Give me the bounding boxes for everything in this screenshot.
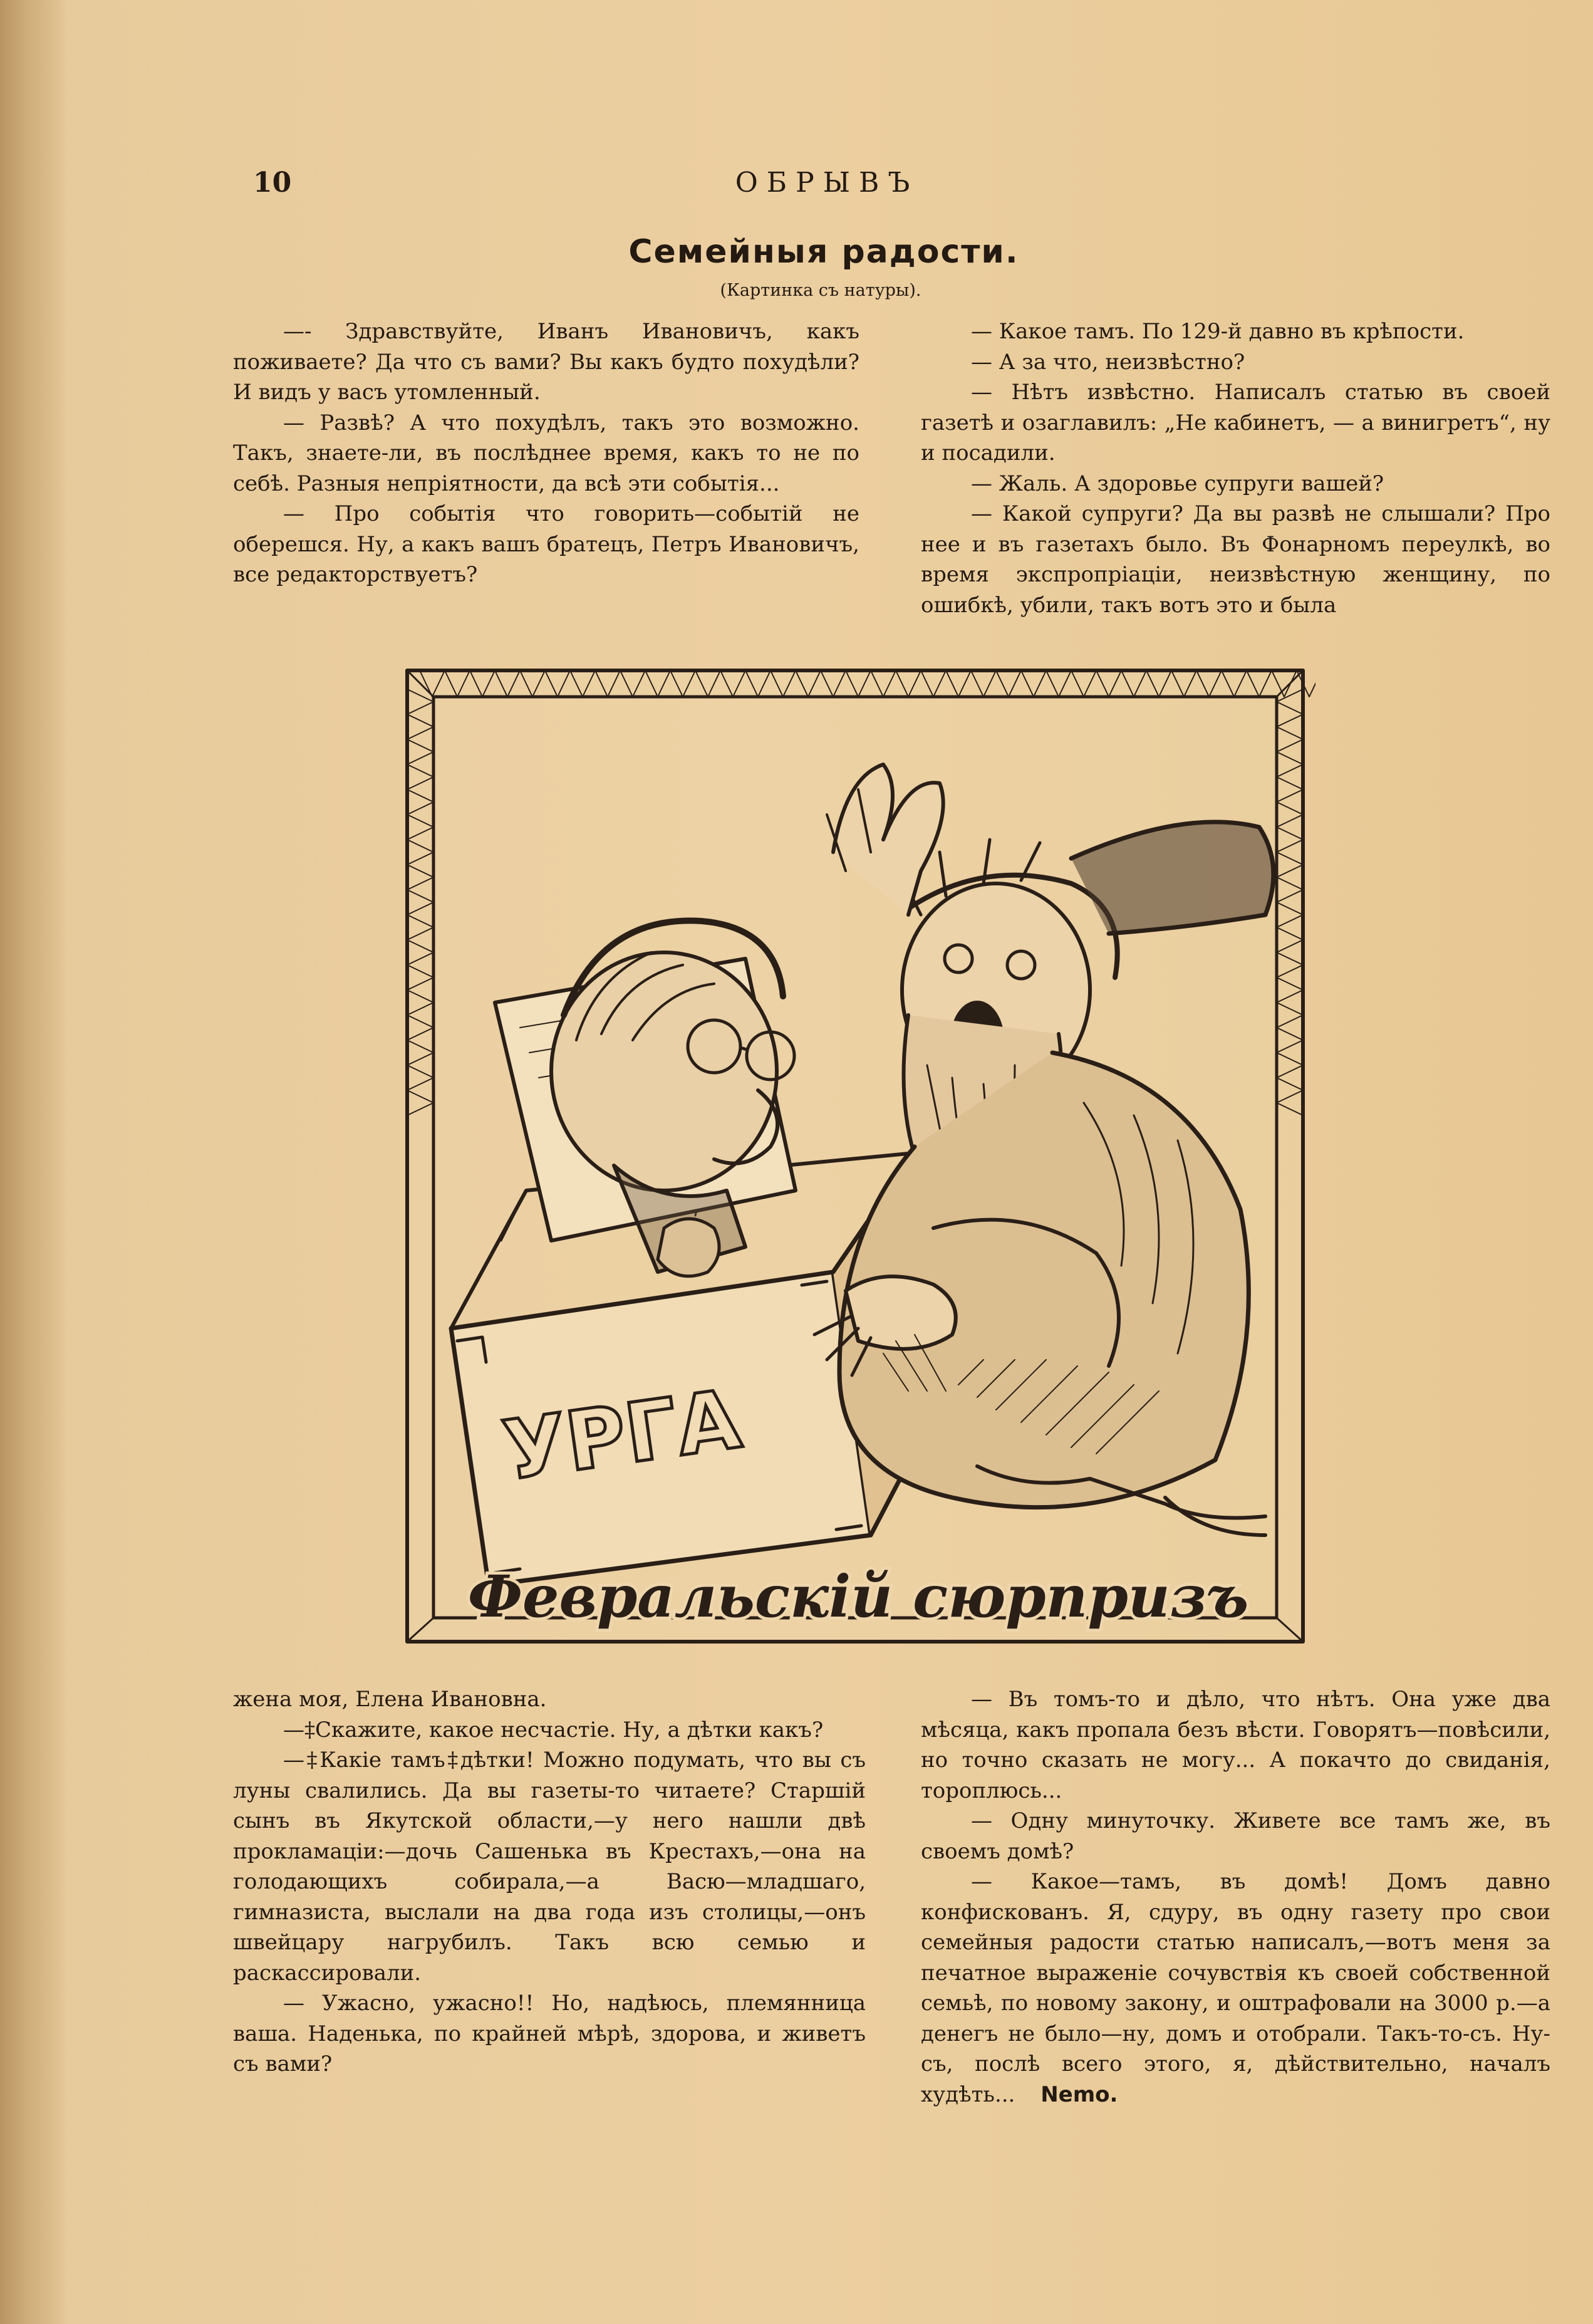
column-bottom-right xyxy=(921,1684,1550,2110)
column-top-left xyxy=(233,316,859,590)
paragraph-text: — Какое—тамъ, въ домѣ! Домъ давно конфискованъ. Я, сдуру, въ одну газету про свои семейныя радости статью написалъ,—вотъ меня за печатное выраженіе сочувствія къ своей собственной семьѣ, по новому закону, и оштрафовали на 3000 р.—а денегъ не было—ну, домъ и отобрали. Такъ-то-съ. Ну-съ, послѣ всего этого, я, дѣйствительно, началъ худѣть... xyxy=(921,1869,1550,2107)
paragraph: —‡Какіе тамъ‡дѣтки! Можно подумать, что вы съ луны свалились. Да вы газеты-то читаете? Старшій сынъ въ Якутской области,—у него нашли двѣ прокламаціи:—дочь Сашенька въ Крестахъ,—она на голодающихъ собирала,—а Васю—младшаго, гимназиста, выслали на два года изъ столицы,—онъ швейцару нагрубилъ. Такъ всю семью и раскассировали. xyxy=(233,1748,866,1986)
paragraph: — Нѣтъ извѣстно. Написалъ статью въ своей газетѣ и озаглавилъ: „Не кабинетъ, — а винигретъ“, ну и посадили. xyxy=(921,380,1550,466)
paragraph: — Ужасно, ужасно!! Но, надѣюсь, племянница ваша. Наденька, по крайней мѣрѣ, здорова, и живетъ съ вами? xyxy=(233,1991,866,2076)
paragraph: — А за что, неизвѣстно? xyxy=(971,349,1245,375)
paragraph: — Въ томъ-то и дѣло, что нѣтъ. Она уже два мѣсяца, какъ пропала безъ вѣсти. Говорятъ—повѣсили, но точно сказать не могу... А покачто до свиданія, тороплюсь... xyxy=(921,1687,1550,1803)
paragraph xyxy=(921,1867,1550,2110)
column-bottom-left xyxy=(233,1684,866,2080)
cartoon-drawing xyxy=(395,664,1315,1654)
author-signature: Nemo. xyxy=(1040,2082,1118,2107)
paragraph: — Развѣ? А что похудѣлъ, такъ это возможно. Такъ, знаете-ли, въ послѣднее время, какъ то не по себѣ. Разныя непріятности, да всѣ эти событія... xyxy=(233,410,859,496)
illustration-caption: Февральскій сюрпризъ xyxy=(467,1563,1249,1630)
article-subtitle: (Картинка съ натуры). xyxy=(720,281,921,300)
paragraph: — Какой супруги? Да вы развѣ не слышали? Про нее и въ газетахъ было. Въ Фонарномъ переулкѣ, во время экспропріаціи, неизвѣстную женщину, по ошибкѣ, убили, такъ вотъ это и была xyxy=(921,501,1550,618)
cartoon-illustration xyxy=(395,664,1315,1654)
paragraph-continuation: жена моя, Елена Ивановна. xyxy=(233,1687,547,1712)
paragraph: — Какое тамъ. По 129-й давно въ крѣпости. xyxy=(971,319,1465,344)
journal-title: ОБРЫВЪ xyxy=(735,167,919,199)
paragraph: —- Здравствуйте, Иванъ Ивановичъ, какъ поживаете? Да что съ вами? Вы какъ будто похудѣли? И видъ у васъ утомленный. xyxy=(233,319,859,405)
page-number: 10 xyxy=(253,167,292,199)
paragraph: — Жаль. А здоровье супруги вашей? xyxy=(971,471,1384,496)
column-top-right xyxy=(921,316,1550,620)
page-edge-shadow xyxy=(0,0,69,2324)
paragraph: — Одну минуточку. Живете все тамъ же, въ своемъ домѣ? xyxy=(921,1808,1550,1864)
paragraph: —‡Скажите, какое несчастіе. Ну, а дѣтки какъ? xyxy=(283,1717,824,1743)
box-label: УРГА xyxy=(497,1371,746,1499)
article-title: Семейныя радости. xyxy=(628,233,1019,271)
paragraph: — Про событія что говорить—событій не оберешся. Ну, а какъ вашъ братецъ, Петръ Ивановичъ, все редакторствуетъ? xyxy=(233,501,859,587)
